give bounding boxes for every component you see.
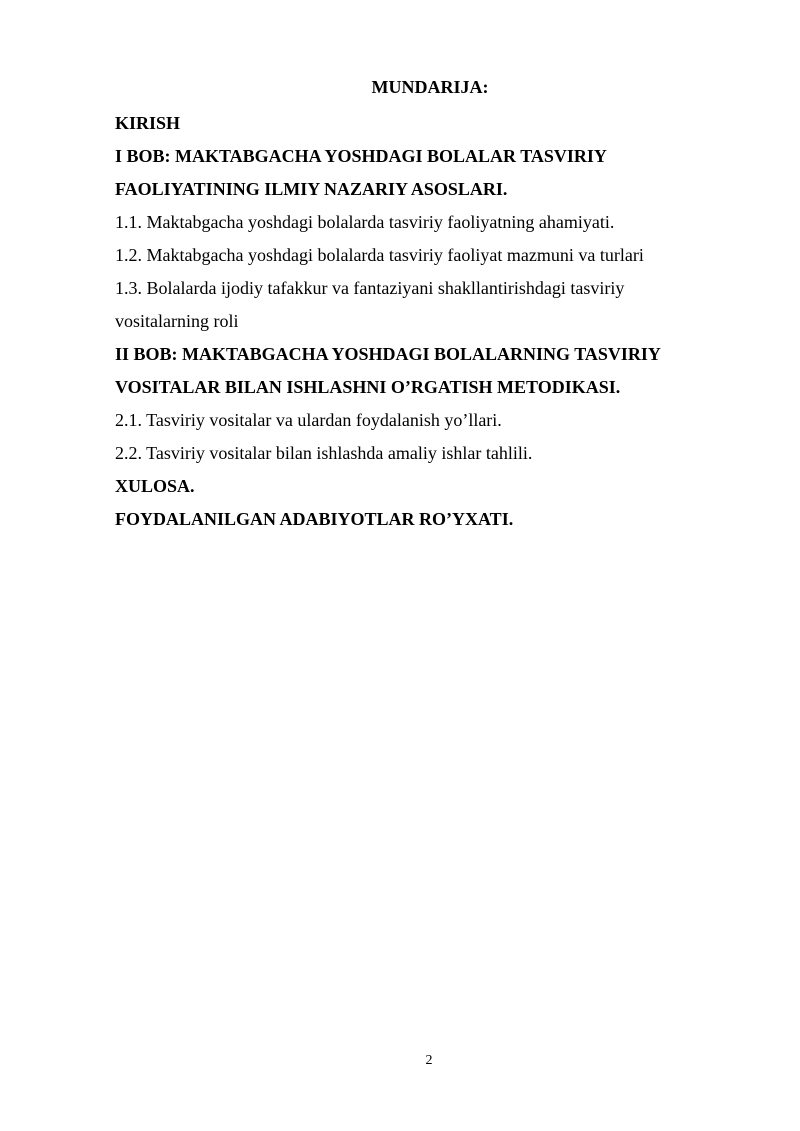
toc-entry-xulosa: XULOSA. <box>115 476 195 496</box>
table-of-contents <box>115 107 715 536</box>
toc-entry-chapter-1-title-line-2: FAOLIYATINING ILMIY NAZARIY ASOSLARI. <box>115 179 508 199</box>
toc-entry-chapter-2-title-line-2: VOSITALAR BILAN ISHLASHNI O’RGATISH METODIKASI. <box>115 377 621 397</box>
toc-entry-chapter-2-title-line-1: II BOB: MAKTABGACHA YOSHDAGI BOLALARNING TASVIRIY <box>115 344 661 364</box>
toc-entry-chapter-1-title-line-1: I BOB: MAKTABGACHA YOSHDAGI BOLALAR TASVIRIY <box>115 146 607 166</box>
toc-entry-section-1-2: 1.2. Maktabgacha yoshdagi bolalarda tasviriy faoliyat mazmuni va turlari <box>115 245 644 265</box>
toc-entry-section-2-1: 2.1. Tasviriy vositalar va ulardan foydalanish yo’llari. <box>115 410 502 430</box>
toc-entry-section-1-3-line-1: 1.3. Bolalarda ijodiy tafakkur va fantaziyani shakllantirishdagi tasviriy <box>115 278 625 298</box>
toc-heading: MUNDARIJA: <box>371 77 489 97</box>
toc-entry-section-2-2: 2.2. Tasviriy vositalar bilan ishlashda amaliy ishlar tahlili. <box>115 443 533 463</box>
toc-entry-section-1-1: 1.1. Maktabgacha yoshdagi bolalarda tasviriy faoliyatning ahamiyati. <box>115 212 615 232</box>
toc-entry-kirish: KIRISH <box>115 113 181 133</box>
toc-entry-references: FOYDALANILGAN ADABIYOTLAR RO’YXATI. <box>115 509 514 529</box>
page-number: 2 <box>425 1053 433 1068</box>
toc-entry-section-1-3-line-2: vositalarning roli <box>115 311 239 331</box>
